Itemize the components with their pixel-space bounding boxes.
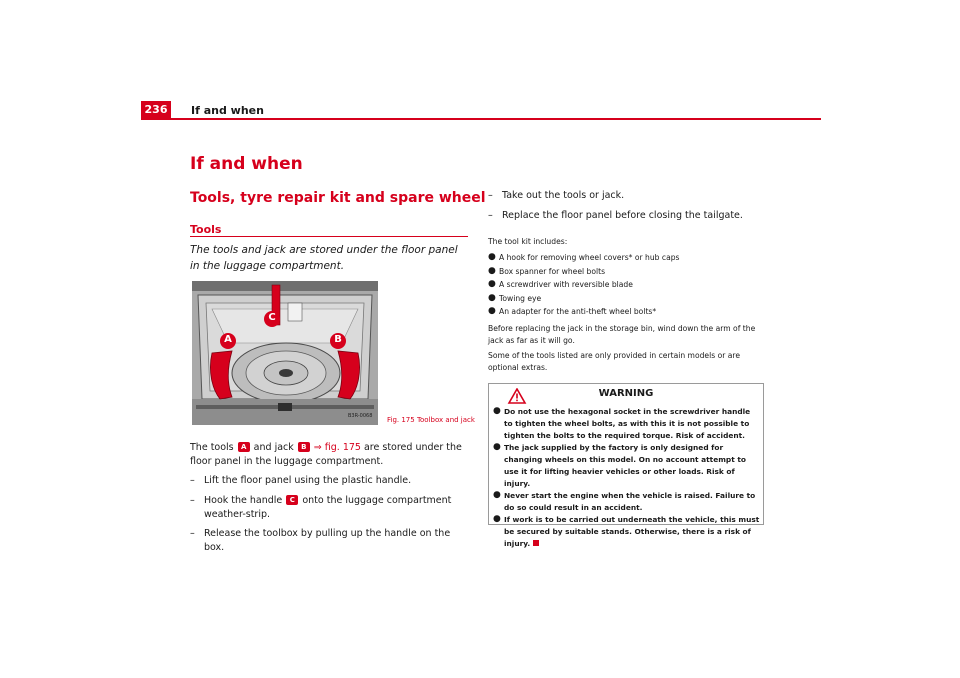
step-1 bbox=[190, 474, 470, 488]
warning-item-text: Never start the engine when the vehicle is raised. Failure to do so could result in an accident. bbox=[504, 491, 756, 512]
text-run: The tools bbox=[190, 442, 237, 453]
callout-a: A bbox=[224, 334, 232, 345]
bullet-icon: ● bbox=[488, 252, 496, 262]
subsection-rule bbox=[190, 236, 468, 237]
text-run: Hook the handle bbox=[204, 495, 286, 506]
figure-toolbox-jack bbox=[192, 281, 378, 425]
warning-box bbox=[488, 383, 764, 548]
figure-reference-link[interactable]: ⇒ fig. 175 bbox=[310, 442, 361, 453]
header-rule bbox=[141, 118, 821, 120]
text-run: and jack bbox=[250, 442, 297, 453]
callout-c: C bbox=[268, 312, 276, 323]
bullet-icon: ● bbox=[488, 292, 496, 303]
warning-item bbox=[493, 406, 761, 442]
text-run: are stored under the floor panel in the luggage compartment. bbox=[190, 442, 462, 467]
bullet-icon: ● bbox=[493, 514, 501, 524]
warning-item bbox=[493, 442, 761, 490]
warning-item-text: The jack supplied by the factory is only designed for changing wheels on this model. On no account attempt to use it for lifting heavier vehicles or other loads. Risk of injury. bbox=[504, 443, 746, 488]
list-item-text: Towing eye bbox=[499, 293, 542, 303]
bullet-icon: ● bbox=[493, 406, 501, 416]
step-text: Replace the floor panel before closing the tailgate. bbox=[502, 210, 743, 221]
list-item bbox=[488, 306, 768, 318]
bullet-icon: ● bbox=[493, 442, 501, 452]
kit-list bbox=[488, 252, 768, 318]
step-dash: – bbox=[190, 528, 195, 539]
jack-note: Before replacing the jack in the storage bin, wind down the arm of the jack as far as it will go. bbox=[488, 324, 756, 345]
warning-item bbox=[493, 514, 761, 550]
step-dash: – bbox=[488, 190, 493, 201]
warning-header bbox=[489, 388, 763, 399]
key-a: A bbox=[238, 442, 250, 452]
bullet-icon: ● bbox=[488, 265, 496, 276]
figure-caption: Fig. 175 Toolbox and jack bbox=[387, 416, 475, 424]
step-text: Release the toolbox by pulling up the handle on the box. bbox=[204, 528, 451, 553]
step-4 bbox=[488, 189, 768, 203]
list-item bbox=[488, 293, 768, 305]
step-dash: – bbox=[488, 210, 493, 221]
list-item-text: A hook for removing wheel covers* or hub caps bbox=[499, 253, 680, 262]
list-item bbox=[488, 279, 768, 291]
step-text bbox=[204, 494, 470, 522]
body-paragraph bbox=[190, 441, 470, 469]
warning-item-text: Do not use the hexagonal socket in the screwdriver handle to tighten the wheel bolts, as with this it is not possible to tighten the bolts to the required torque. Risk of accident. bbox=[504, 407, 751, 440]
step-text: Take out the tools or jack. bbox=[502, 190, 625, 201]
warning-title: WARNING bbox=[598, 388, 654, 399]
key-c: C bbox=[286, 495, 298, 505]
end-of-section-icon bbox=[533, 540, 539, 546]
optional-note: Some of the tools listed are only provided in certain models or are optional extras. bbox=[488, 351, 741, 372]
chapter-title: If and when bbox=[190, 154, 303, 174]
list-item-text: An adapter for the anti-theft wheel bolts* bbox=[499, 307, 657, 316]
list-item-text: Box spanner for wheel bolts bbox=[499, 266, 606, 276]
step-2 bbox=[190, 494, 470, 522]
bullet-icon: ● bbox=[488, 306, 496, 316]
text-run: If work is to be carried out underneath the vehicle, this must be secured by suitable stands. Otherwise, there is a risk of injury. bbox=[504, 515, 760, 548]
step-text: Lift the floor panel using the plastic handle. bbox=[204, 475, 412, 486]
page-number: 236 bbox=[141, 101, 171, 118]
section-heading: Tools, tyre repair kit and spare wheel bbox=[190, 190, 486, 206]
warning-list bbox=[493, 406, 761, 550]
warning-item bbox=[493, 490, 761, 514]
list-item bbox=[488, 252, 768, 264]
subsection-title: Tools bbox=[190, 223, 222, 236]
text-run: onto the luggage compartment weather-strip. bbox=[204, 495, 452, 520]
callout-b: B bbox=[334, 334, 342, 345]
step-5 bbox=[488, 209, 768, 223]
key-b: B bbox=[298, 442, 310, 452]
bullet-icon: ● bbox=[493, 490, 501, 500]
intro-text: The tools and jack are stored under the floor panel in the luggage compartment. bbox=[190, 244, 458, 272]
list-item-text: A screwdriver with reversible blade bbox=[499, 280, 633, 289]
running-header: If and when bbox=[191, 104, 264, 117]
list-item bbox=[488, 266, 768, 278]
luggage-compartment-illustration bbox=[192, 281, 378, 425]
figure-code: B3R-0068 bbox=[348, 413, 373, 419]
step-3 bbox=[190, 527, 470, 555]
warning-triangle-icon bbox=[489, 388, 689, 404]
bullet-icon: ● bbox=[488, 279, 496, 289]
kit-intro: The tool kit includes: bbox=[488, 237, 568, 246]
warning-item-text bbox=[504, 514, 761, 550]
step-dash: – bbox=[190, 495, 195, 506]
step-dash: – bbox=[190, 475, 195, 486]
